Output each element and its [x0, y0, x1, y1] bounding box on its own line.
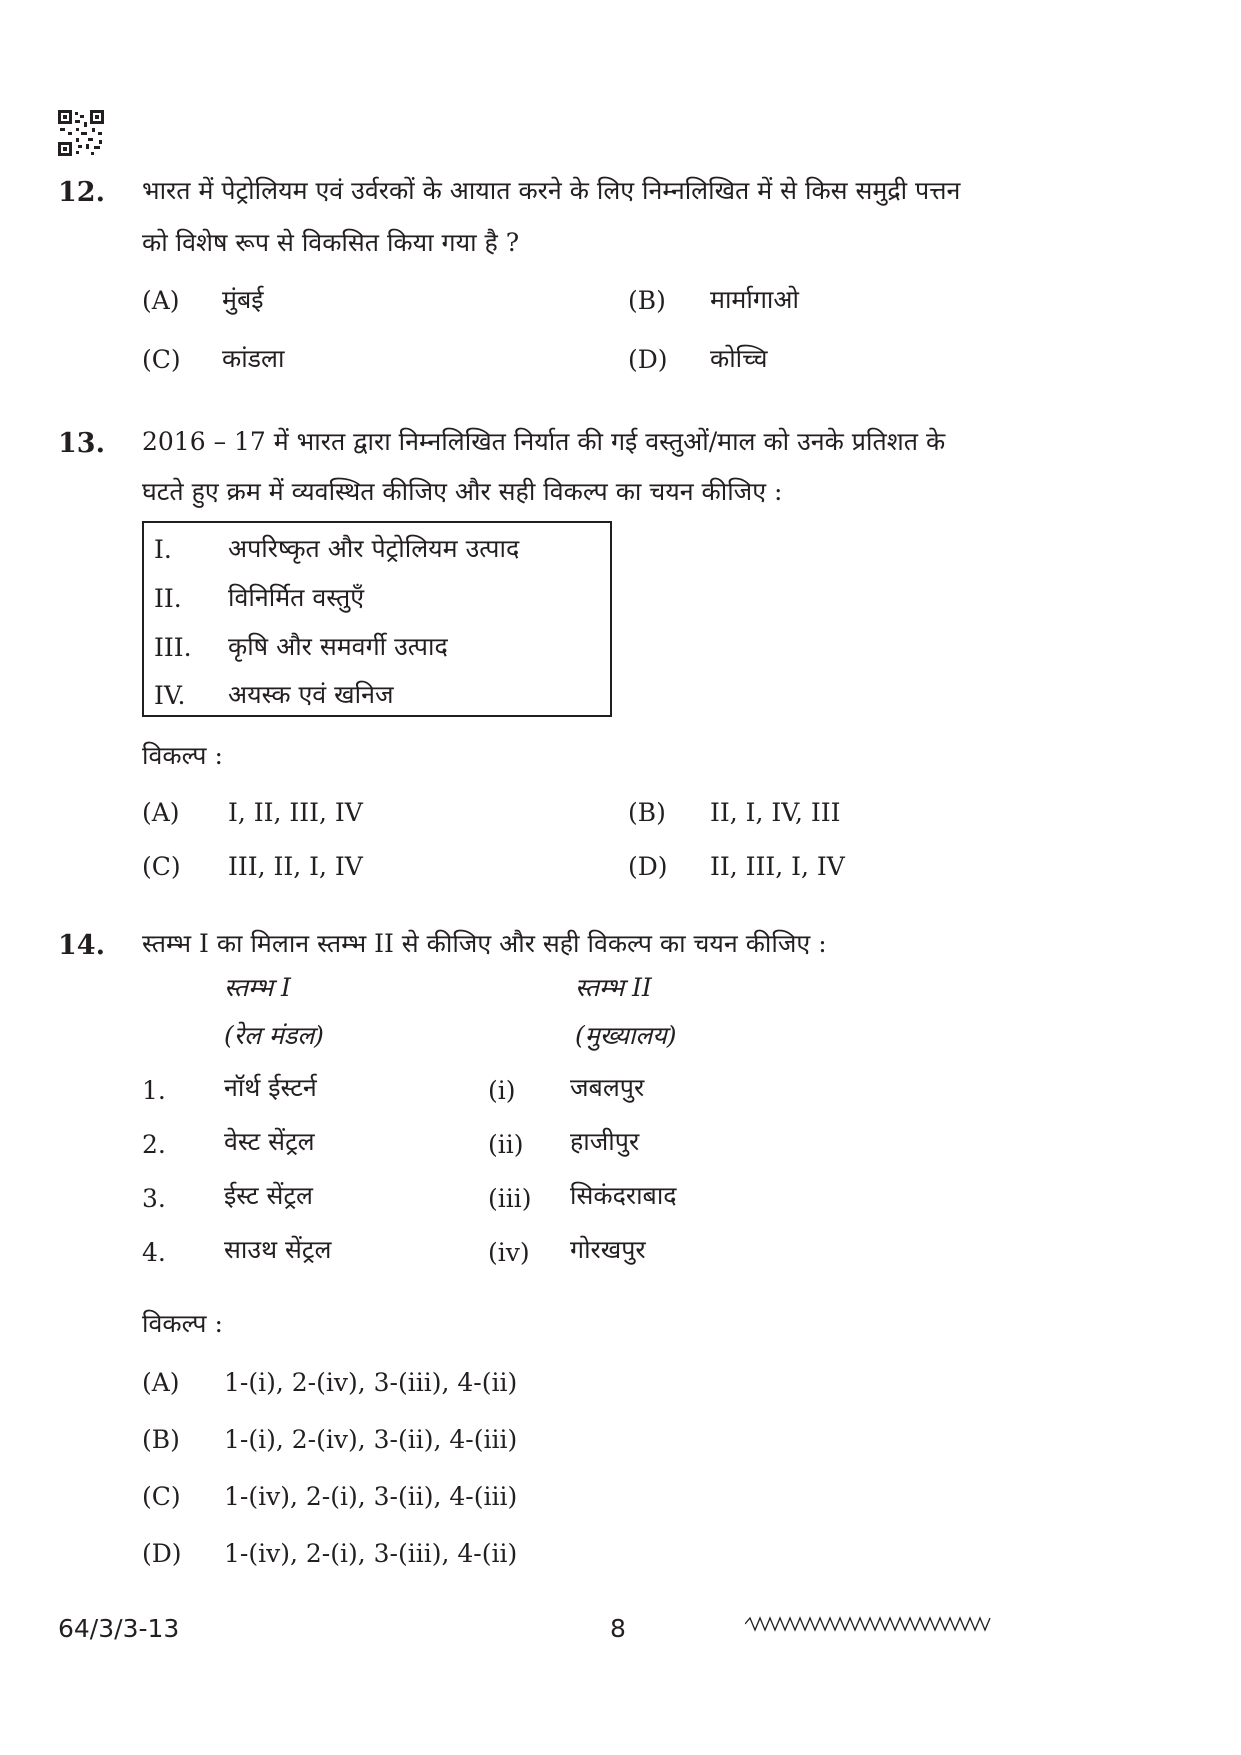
- option-b-label: (B): [628, 798, 666, 827]
- option-d-text: कोच्चि: [710, 344, 768, 373]
- division-name: वेस्ट सेंट्रल: [224, 1127, 315, 1156]
- headquarters-name: सिकंदराबाद: [570, 1181, 677, 1210]
- option-c-label: (C): [142, 852, 181, 881]
- column-2-subheading: (मुख्यालय): [575, 1021, 677, 1050]
- row-number: 3.: [142, 1184, 166, 1213]
- wavy-line-ornament: [745, 1614, 995, 1634]
- option-b-text: 1-(i), 2-(iv), 3-(ii), 4-(iii): [224, 1425, 518, 1454]
- option-d-label: (D): [628, 345, 668, 374]
- row-number: 1.: [142, 1076, 166, 1105]
- qr-code-icon: [58, 110, 104, 156]
- option-a-label: (A): [142, 286, 180, 315]
- item-text: अपरिष्कृत और पेट्रोलियम उत्पाद: [228, 534, 520, 563]
- option-d-label: (D): [142, 1539, 182, 1568]
- option-c-label: (C): [142, 1482, 181, 1511]
- question-text-line-2: घटते हुए क्रम में व्यवस्थित कीजिए और सही विकल्प का चयन कीजिए :: [142, 477, 783, 506]
- column-1-heading: स्तम्भ I: [224, 973, 291, 1002]
- options-heading: विकल्प :: [142, 1309, 223, 1338]
- item-text: कृषि और समवर्गी उत्पाद: [228, 632, 448, 661]
- paper-code: 64/3/3-13: [58, 1614, 180, 1643]
- division-name: ईस्ट सेंट्रल: [224, 1181, 313, 1210]
- column-2-heading: स्तम्भ II: [575, 973, 652, 1002]
- question-text-line-1: स्तम्भ I का मिलान स्तम्भ II से कीजिए और सही विकल्प का चयन कीजिए :: [142, 929, 827, 958]
- options-heading: विकल्प :: [142, 741, 223, 770]
- question-text-line-1: 2016 – 17 में भारत द्वारा निम्नलिखित निर्यात की गई वस्तुओं/माल को उनके प्रतिशत के: [142, 427, 946, 456]
- option-d-text: II, III, I, IV: [710, 852, 845, 881]
- option-c-text: 1-(iv), 2-(i), 3-(ii), 4-(iii): [224, 1482, 518, 1511]
- division-name: साउथ सेंट्रल: [224, 1235, 332, 1264]
- item-number: IV.: [154, 681, 186, 710]
- option-b-text: मार्मागाओ: [710, 285, 799, 314]
- question-number: 13.: [58, 428, 105, 459]
- item-number: I.: [154, 535, 172, 564]
- option-c-text: III, II, I, IV: [228, 852, 363, 881]
- headquarters-name: हाजीपुर: [570, 1127, 640, 1156]
- option-a-label: (A): [142, 798, 180, 827]
- question-number: 12.: [58, 177, 105, 208]
- question-number: 14.: [58, 930, 105, 961]
- option-b-label: (B): [628, 286, 666, 315]
- items-box: [142, 521, 612, 717]
- roman-number: (ii): [488, 1130, 524, 1159]
- option-a-label: (A): [142, 1368, 180, 1397]
- question-text-line-1: भारत में पेट्रोलियम एवं उर्वरकों के आयात करने के लिए निम्नलिखित में से किस समुद्री पत्तन: [142, 176, 961, 205]
- option-a-text: 1-(i), 2-(iv), 3-(iii), 4-(ii): [224, 1368, 518, 1397]
- roman-number: (iv): [488, 1238, 530, 1267]
- roman-number: (i): [488, 1076, 516, 1105]
- item-number: II.: [154, 584, 182, 613]
- item-number: III.: [154, 633, 192, 662]
- headquarters-name: गोरखपुर: [570, 1235, 646, 1264]
- option-c-text: कांडला: [222, 344, 285, 373]
- option-c-label: (C): [142, 345, 181, 374]
- option-a-text: मुंबई: [222, 285, 264, 314]
- page-number: 8: [610, 1614, 626, 1643]
- question-text-line-2: को विशेष रूप से विकसित किया गया है ?: [142, 228, 520, 257]
- option-b-text: II, I, IV, III: [710, 798, 841, 827]
- option-d-label: (D): [628, 852, 668, 881]
- item-text: विनिर्मित वस्तुएँ: [228, 583, 365, 612]
- headquarters-name: जबलपुर: [570, 1073, 645, 1102]
- option-b-label: (B): [142, 1425, 180, 1454]
- row-number: 4.: [142, 1238, 166, 1267]
- row-number: 2.: [142, 1130, 166, 1159]
- roman-number: (iii): [488, 1184, 532, 1213]
- column-1-subheading: (रेल मंडल): [224, 1021, 324, 1050]
- item-text: अयस्क एवं खनिज: [228, 680, 394, 709]
- option-a-text: I, II, III, IV: [228, 798, 363, 827]
- option-d-text: 1-(iv), 2-(i), 3-(iii), 4-(ii): [224, 1539, 518, 1568]
- division-name: नॉर्थ ईस्टर्न: [224, 1073, 317, 1102]
